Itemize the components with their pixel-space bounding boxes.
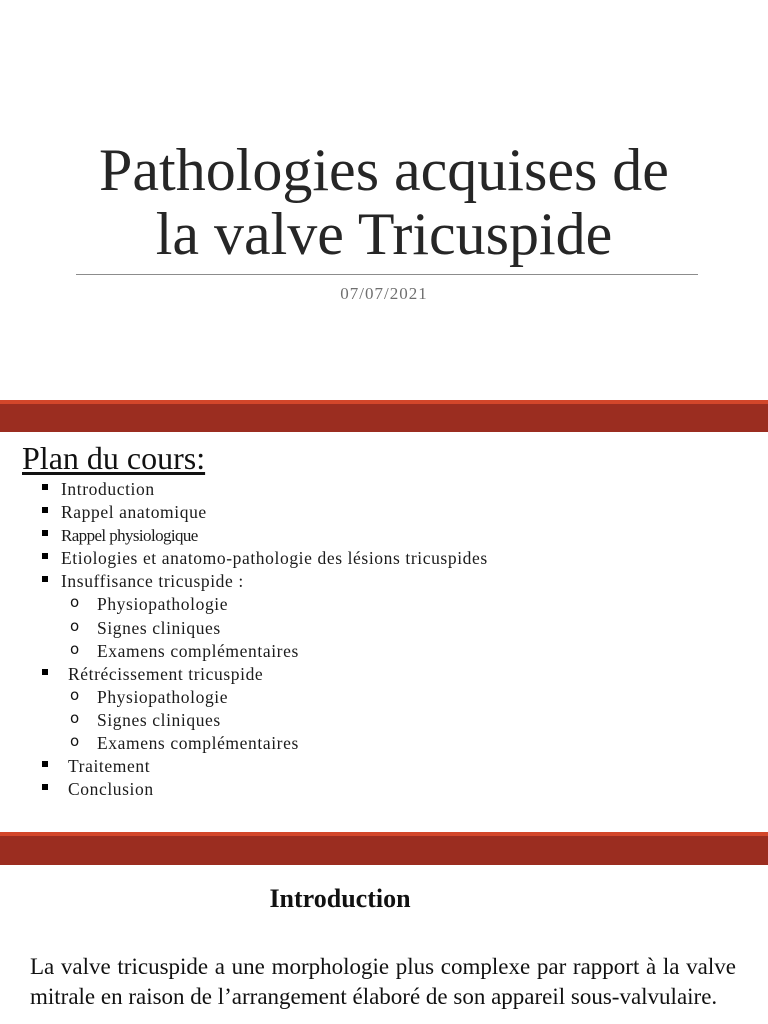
hollow-bullet-icon: o (70, 708, 80, 727)
plan-subitem (0, 686, 768, 709)
intro-heading: Introduction (269, 884, 411, 913)
plan-item (0, 501, 768, 524)
hollow-bullet-icon: o (70, 639, 80, 658)
square-bullet-icon (42, 530, 48, 536)
plan-subitem (0, 593, 768, 616)
slide-separator-band (0, 400, 768, 432)
plan-subitem (0, 709, 768, 732)
plan-item-text: Introduction (61, 479, 155, 499)
plan-item-text: Rappel anatomique (61, 502, 207, 523)
square-bullet-icon (42, 669, 48, 675)
hollow-bullet-icon: o (70, 593, 80, 612)
plan-item-text: Etiologies et anatomo-pathologie des lésions tricuspides (61, 548, 488, 569)
slide-title-line-2: la valve Tricuspide (155, 201, 613, 267)
slide-title-line-1: Pathologies acquises de (99, 137, 669, 203)
title-divider (76, 274, 698, 275)
slide-title (0, 138, 768, 266)
plan-subitem (0, 732, 768, 755)
plan-item (0, 524, 768, 547)
plan-subitem-text: Examens complémentaires (97, 640, 299, 661)
plan-subitem-text: Examens complémentaires (97, 733, 299, 754)
intro-paragraph: La valve tricuspide a une morphologie plus complexe par rapport à la valve mitrale en raison de l’arrangement élaboré de son appareil sous-valvulaire. (30, 954, 736, 1009)
plan-item (0, 547, 768, 570)
plan-item-text: Traitement (68, 756, 151, 777)
plan-item-text: Rétrécissement tricuspide (68, 663, 264, 684)
hollow-bullet-icon: o (70, 685, 80, 704)
title-slide (0, 0, 768, 400)
square-bullet-icon (42, 484, 48, 490)
plan-item (0, 755, 768, 778)
plan-title: Plan du cours: (22, 440, 206, 476)
plan-subitem-text: Signes cliniques (97, 709, 221, 730)
plan-subitem (0, 640, 768, 663)
plan-item (0, 778, 768, 801)
slide-separator-band (0, 832, 768, 865)
plan-item (0, 478, 768, 501)
plan-subitem (0, 617, 768, 640)
square-bullet-icon (42, 784, 48, 790)
plan-item-text: Rappel physiologique (61, 526, 198, 546)
hollow-bullet-icon: o (70, 732, 80, 751)
plan-item-text: Insuffisance tricuspide : (61, 571, 244, 592)
plan-subitem-text: Physiopathologie (97, 594, 229, 615)
square-bullet-icon (42, 576, 48, 582)
plan-item-text: Conclusion (68, 779, 154, 800)
plan-item (0, 663, 768, 686)
square-bullet-icon (42, 507, 48, 513)
square-bullet-icon (42, 553, 48, 559)
square-bullet-icon (42, 761, 48, 767)
plan-list (0, 478, 768, 801)
plan-subitem-text: Physiopathologie (97, 686, 229, 707)
slide-date: 07/07/2021 (340, 284, 428, 303)
hollow-bullet-icon: o (70, 616, 80, 635)
plan-item (0, 570, 768, 593)
plan-subitem-text: Signes cliniques (97, 617, 221, 638)
